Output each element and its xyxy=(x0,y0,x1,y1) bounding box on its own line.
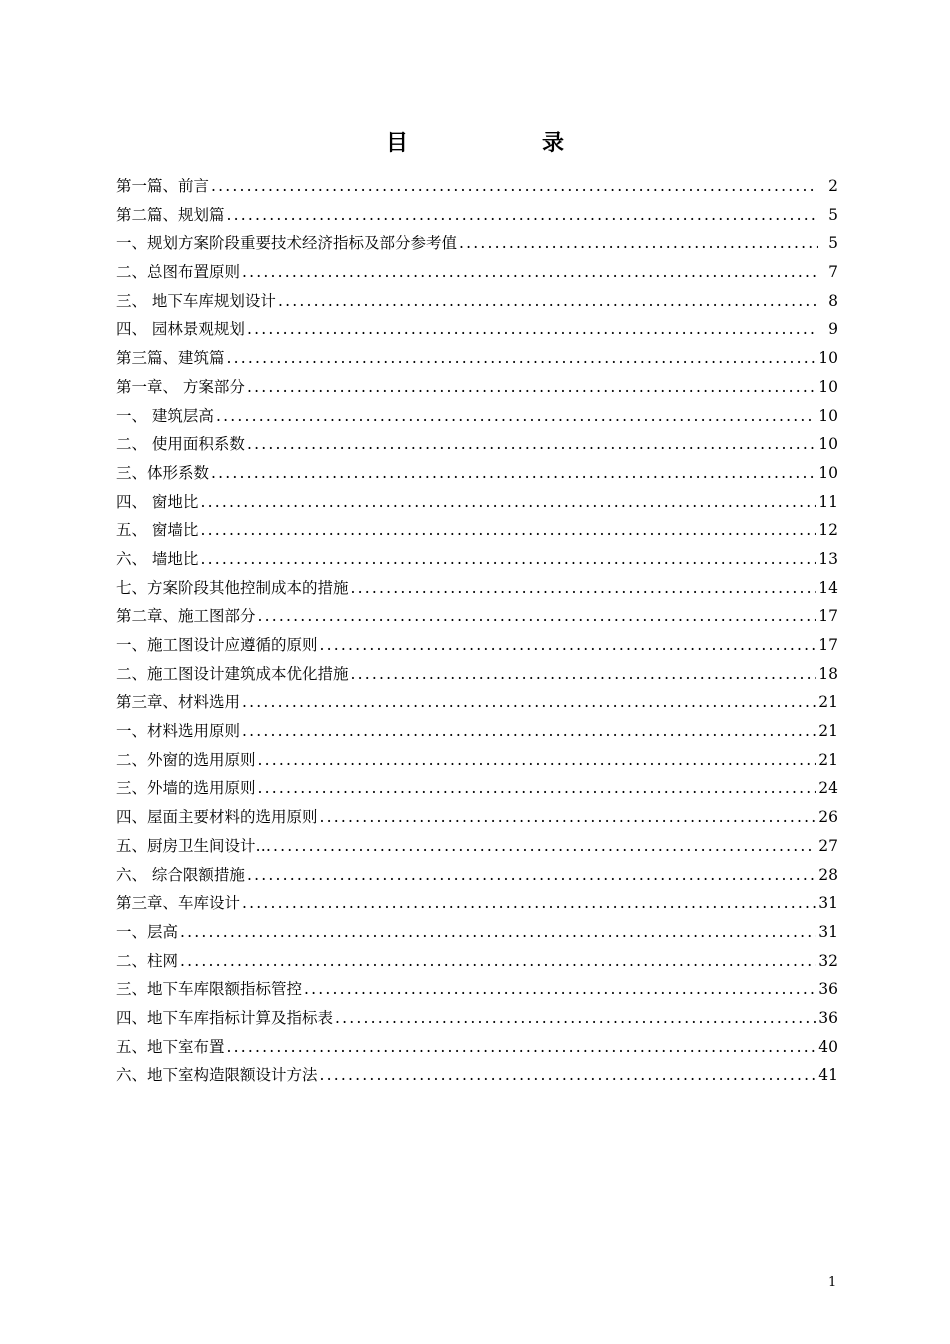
toc-dot-leader xyxy=(200,545,816,574)
toc-dot-leader xyxy=(273,832,816,861)
toc-entry[interactable] xyxy=(116,717,838,746)
toc-entry[interactable] xyxy=(116,315,838,344)
toc-dot-leader xyxy=(242,258,818,287)
toc-entry-page-number: 13 xyxy=(818,549,838,568)
toc-entry[interactable] xyxy=(116,459,838,488)
toc-entry-page-number: 8 xyxy=(828,291,838,310)
toc-entry-label: 六、地下室构造限额设计方法 xyxy=(116,1066,318,1085)
toc-dot-leader xyxy=(242,717,816,746)
toc-entry-page-number: 7 xyxy=(828,263,838,282)
toc-entry-page-number: 18 xyxy=(818,664,838,683)
toc-entry-label: 四、地下车库指标计算及指标表 xyxy=(116,1008,334,1027)
toc-dot-leader xyxy=(227,344,817,373)
toc-entry-label: 六、 墙地比 xyxy=(116,549,199,568)
toc-entry-page-number: 14 xyxy=(818,578,838,597)
toc-entry-page-number: 41 xyxy=(818,1066,838,1085)
toc-entry-label: 六、 综合限额措施 xyxy=(116,865,245,884)
toc-entry-label: 第一篇、前言 xyxy=(116,177,210,195)
toc-dot-leader xyxy=(180,918,816,947)
toc-dot-leader xyxy=(247,861,816,890)
toc-entry[interactable] xyxy=(116,803,838,832)
toc-dot-leader xyxy=(459,229,818,258)
toc-entry-page-number: 17 xyxy=(818,636,838,654)
toc-entry-label: 五、厨房卫生间设计… xyxy=(116,836,272,855)
toc-entry[interactable] xyxy=(116,287,838,316)
toc-entry-label: 七、方案阶段其他控制成本的措施 xyxy=(116,578,349,597)
toc-entry-label: 四、屋面主要材料的选用原则 xyxy=(116,808,318,827)
toc-entry-page-number: 11 xyxy=(818,492,838,511)
toc-entry-page-number: 10 xyxy=(818,463,838,482)
toc-entry-page-number: 10 xyxy=(818,406,838,425)
toc-entry[interactable] xyxy=(116,258,838,287)
toc-entry[interactable] xyxy=(116,1033,838,1062)
toc-dot-leader xyxy=(351,660,817,689)
toc-entry[interactable] xyxy=(116,1004,838,1033)
toc-entry-label: 二、 使用面积系数 xyxy=(116,435,245,454)
toc-entry-label: 一、规划方案阶段重要技术经济指标及部分参考值 xyxy=(116,234,458,253)
toc-entry-label: 一、材料选用原则 xyxy=(116,722,241,741)
toc-entry-page-number: 21 xyxy=(818,722,838,741)
table-of-contents xyxy=(116,172,838,1090)
toc-entry-page-number: 26 xyxy=(818,808,838,827)
toc-entry-label: 三、体形系数 xyxy=(116,463,210,482)
page-number: 1 xyxy=(828,1275,837,1290)
toc-entry[interactable] xyxy=(116,516,838,545)
toc-entry[interactable] xyxy=(116,602,838,631)
toc-entry-label: 第二篇、规划篇 xyxy=(116,205,225,224)
toc-entry-page-number: 40 xyxy=(818,1037,838,1056)
toc-entry-page-number: 2 xyxy=(828,177,838,195)
toc-dot-leader xyxy=(200,488,816,517)
toc-entry[interactable] xyxy=(116,574,838,603)
toc-entry-label: 一、层高 xyxy=(116,922,179,941)
toc-entry-page-number: 27 xyxy=(818,836,838,855)
toc-entry-label: 三、外墙的选用原则 xyxy=(116,779,256,798)
toc-entry-label: 五、地下室布置 xyxy=(116,1037,225,1056)
toc-dot-leader xyxy=(351,574,817,603)
toc-entry[interactable] xyxy=(116,889,838,918)
toc-dot-leader xyxy=(247,430,816,459)
toc-entry[interactable] xyxy=(116,201,838,230)
toc-dot-leader xyxy=(335,1004,816,1033)
toc-entry-page-number: 28 xyxy=(818,865,838,884)
toc-entry-label: 三、地下车库限额指标管控 xyxy=(116,980,303,999)
toc-dot-leader xyxy=(258,774,817,803)
toc-entry[interactable] xyxy=(116,545,838,574)
toc-dot-leader xyxy=(278,287,818,316)
toc-entry-page-number: 36 xyxy=(818,1008,838,1027)
toc-dot-leader xyxy=(320,631,817,660)
toc-entry-label: 一、 建筑层高 xyxy=(116,406,214,425)
toc-entry[interactable] xyxy=(116,861,838,890)
toc-entry-label: 第二章、施工图部分 xyxy=(116,607,256,626)
toc-entry-page-number: 10 xyxy=(818,349,838,368)
toc-entry-label: 五、 窗墙比 xyxy=(116,521,199,540)
toc-dot-leader xyxy=(247,315,818,344)
toc-entry-page-number: 21 xyxy=(818,750,838,769)
toc-entry[interactable] xyxy=(116,947,838,976)
toc-entry[interactable] xyxy=(116,746,838,775)
toc-dot-leader xyxy=(258,746,817,775)
toc-dot-leader xyxy=(227,1033,817,1062)
toc-dot-leader xyxy=(211,172,818,201)
toc-dot-leader xyxy=(304,975,816,1004)
toc-entry-label: 第一章、 方案部分 xyxy=(116,377,245,396)
toc-entry-label: 二、柱网 xyxy=(116,951,179,970)
toc-entry-page-number: 5 xyxy=(828,234,838,253)
toc-entry[interactable] xyxy=(116,373,838,402)
toc-dot-leader xyxy=(211,459,816,488)
toc-entry[interactable] xyxy=(116,1061,838,1090)
toc-dot-leader xyxy=(242,688,816,717)
toc-entry-page-number: 10 xyxy=(818,377,838,396)
toc-entry[interactable] xyxy=(116,918,838,947)
toc-entry[interactable] xyxy=(116,172,838,201)
toc-dot-leader xyxy=(216,402,816,431)
toc-entry[interactable] xyxy=(116,430,838,459)
toc-entry[interactable] xyxy=(116,344,838,373)
toc-entry[interactable] xyxy=(116,774,838,803)
toc-entry[interactable] xyxy=(116,631,838,660)
toc-entry[interactable] xyxy=(116,660,838,689)
toc-entry-label: 二、施工图设计建筑成本优化措施 xyxy=(116,664,349,683)
toc-dot-leader xyxy=(247,373,816,402)
toc-entry-label: 一、施工图设计应遵循的原则 xyxy=(116,636,318,654)
toc-entry-page-number: 31 xyxy=(818,894,838,913)
toc-dot-leader xyxy=(180,947,816,976)
toc-entry-page-number: 9 xyxy=(828,320,838,339)
toc-dot-leader xyxy=(320,803,817,832)
toc-entry[interactable] xyxy=(116,975,838,1004)
toc-entry-page-number: 32 xyxy=(818,951,838,970)
toc-dot-leader xyxy=(242,889,816,918)
toc-entry-label: 第三章、车库设计 xyxy=(116,894,241,913)
toc-entry-label: 第三章、材料选用 xyxy=(116,693,241,712)
toc-entry-page-number: 17 xyxy=(818,607,838,626)
toc-entry-label: 第三篇、建筑篇 xyxy=(116,349,225,368)
toc-entry-page-number: 21 xyxy=(818,693,838,712)
toc-entry-label: 三、 地下车库规划设计 xyxy=(116,291,276,310)
toc-dot-leader xyxy=(258,602,817,631)
toc-entry-page-number: 12 xyxy=(818,521,838,540)
toc-dot-leader xyxy=(227,201,818,230)
toc-entry-label: 二、外窗的选用原则 xyxy=(116,750,256,769)
page-title: 目 录 xyxy=(385,131,620,156)
toc-entry-page-number: 24 xyxy=(818,779,838,798)
toc-entry-label: 四、 园林景观规划 xyxy=(116,320,245,339)
toc-entry-page-number: 5 xyxy=(828,205,838,224)
toc-entry[interactable] xyxy=(116,832,838,861)
toc-entry[interactable] xyxy=(116,402,838,431)
toc-entry-page-number: 31 xyxy=(818,922,838,941)
toc-dot-leader xyxy=(200,516,816,545)
toc-entry-page-number: 10 xyxy=(818,435,838,454)
toc-entry[interactable] xyxy=(116,229,838,258)
toc-entry[interactable] xyxy=(116,688,838,717)
toc-entry-page-number: 36 xyxy=(818,980,838,999)
toc-dot-leader xyxy=(320,1061,817,1090)
toc-entry-label: 四、 窗地比 xyxy=(116,492,199,511)
toc-entry-label: 二、总图布置原则 xyxy=(116,263,241,282)
toc-entry[interactable] xyxy=(116,488,838,517)
